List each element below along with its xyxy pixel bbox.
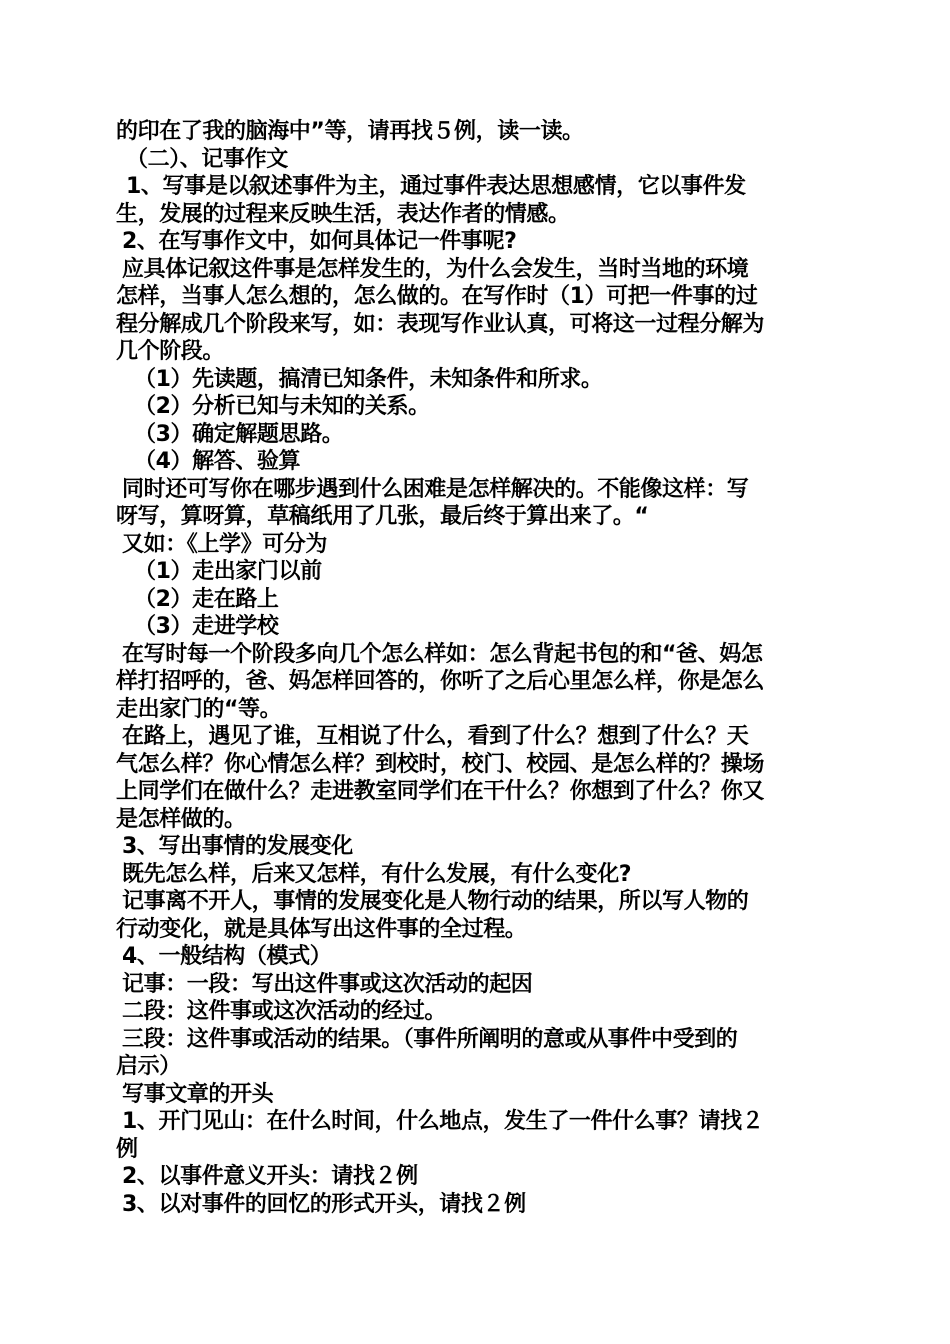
text-line: （2）分析已知与未知的关系。 — [134, 394, 430, 419]
text-line: 在写时每一个阶段多向几个怎么样如：怎么背起书包的和“爸、妈怎 — [122, 641, 763, 667]
text-line: 既先怎么样，后来又怎样，有什么发展，有什么变化? — [122, 861, 632, 887]
text-line: 例 — [116, 1136, 138, 1162]
text-line: 怎样，当事人怎么想的，怎么做的。在写作时（1）可把一件事的过 — [116, 284, 758, 309]
text-line: 的印在了我的脑海中”等，请再找５例，读一读。 — [116, 119, 584, 144]
text-line: 程分解成几个阶段来写，如：表现写作业认真，可将这一过程分解为 — [116, 311, 765, 337]
text-line: 行动变化，就是具体写出这件事的全过程。 — [116, 916, 527, 942]
text-line: 上同学们在做什么？走进教室同学们在干什么？你想到了什么？你又 — [116, 779, 765, 804]
text-line: （二）、记事作文 — [126, 146, 288, 172]
text-line: 启示） — [116, 1054, 181, 1079]
text-line: （4）解答、验算 — [134, 449, 301, 474]
text-line: 记事：一段：写出这件事或这次活动的起因 — [122, 971, 533, 997]
text-line: 3、写出事情的发展变化 — [122, 834, 353, 859]
text-line: 同时还可写你在哪步遇到什么困难是怎样解决的。不能像这样：写 — [122, 476, 749, 502]
text-line: 三段：这件事或活动的结果。（事件所阐明的意或从事件中受到的 — [122, 1026, 738, 1052]
text-line: 应具体记叙这件事是怎样发生的，为什么会发生，当时当地的环境 — [122, 256, 749, 282]
text-line: 在路上，遇见了谁，互相说了什么，看到了什么？想到了什么？天 — [122, 724, 749, 749]
text-line: 1、写事是以叙述事件为主，通过事件表达思想感情，它以事件发 — [126, 174, 746, 199]
text-line: 2、以事件意义开头：请找２例 — [122, 1164, 418, 1189]
text-line: 是怎样做的。 — [116, 806, 246, 832]
text-line: 又如：《上学》可分为 — [122, 531, 328, 557]
document-body — [116, 118, 836, 1218]
text-line: （3）确定解题思路。 — [134, 421, 344, 447]
text-line: 走出家门的“等。 — [116, 696, 282, 722]
text-line: 生，发展的过程来反映生活，表达作者的情感。 — [116, 201, 570, 227]
text-line: （2）走在路上 — [134, 586, 279, 612]
text-line: 3、以对事件的回忆的形式开头，请找２例 — [122, 1191, 526, 1217]
text-line: （1）先读题，搞清已知条件，未知条件和所求。 — [134, 366, 603, 392]
text-line: 呀写，算呀算，草稿纸用了几张，最后终于算出来了。“ — [116, 504, 649, 529]
text-line: 记事离不开人，事情的发展变化是人物行动的结果，所以写人物的 — [122, 889, 749, 914]
text-line: （3）走进学校 — [134, 614, 279, 639]
text-line: 几个阶段。 — [116, 339, 225, 364]
text-line: 1、开门见山：在什么时间，什么地点，发生了一件什么事？请找２ — [122, 1109, 764, 1134]
text-line: 2、在写事作文中，如何具体记一件事呢? — [122, 229, 517, 254]
text-line: 二段：这件事或这次活动的经过。 — [122, 999, 447, 1024]
text-line: 气怎么样？你心情怎么样？到校时，校门、校园、是怎么样的？操场 — [116, 751, 765, 777]
text-line: （1）走出家门以前 — [134, 559, 322, 584]
text-line: 写事文章的开头 — [122, 1081, 274, 1107]
text-line: 样打招呼的，爸、妈怎样回答的，你听了之后心里怎么样，你是怎么 — [116, 669, 765, 694]
text-line: 4、一般结构（模式） — [122, 944, 332, 969]
